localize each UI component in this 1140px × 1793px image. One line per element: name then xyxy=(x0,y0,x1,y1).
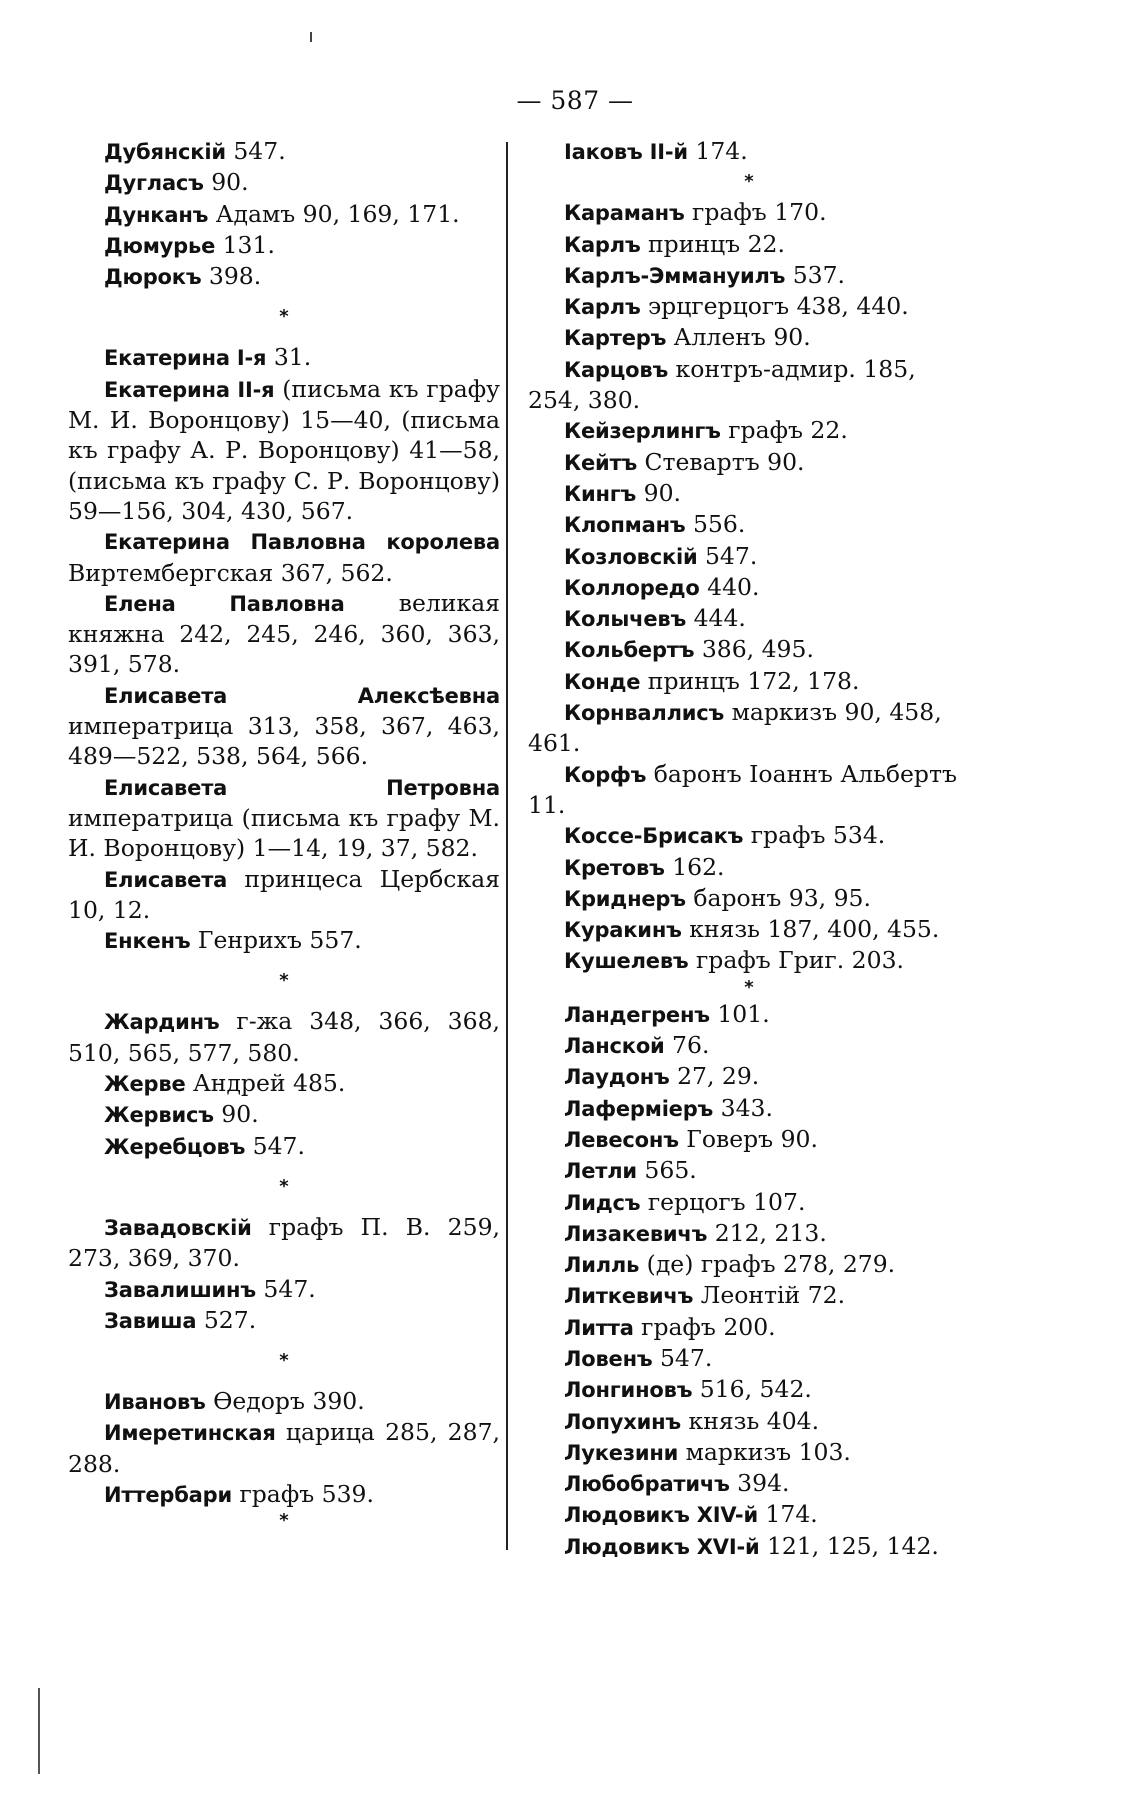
entry-references: императрица (письма къ графу М. И. Воронцову) 1—14, 19, 37, 582. xyxy=(68,803,500,863)
entry-name: Карлъ xyxy=(564,232,641,257)
entry-name: Дубянскій xyxy=(104,140,226,164)
entry-references: 547. xyxy=(245,1131,305,1160)
entry-name: Завиша xyxy=(104,1308,197,1333)
entry-name: Елена Павловна xyxy=(104,591,345,616)
entry-references: 162. xyxy=(664,852,725,881)
entry-name: Людовикъ XIV-й xyxy=(564,1503,758,1528)
entry-references: 343. xyxy=(713,1093,773,1122)
entry-name: Конде xyxy=(564,669,641,694)
entry-name: Карлъ-Эммануилъ xyxy=(564,263,786,288)
entry-name: Корфъ xyxy=(564,762,647,787)
index-entry xyxy=(528,999,970,1030)
entry-references: 547. xyxy=(255,1274,316,1303)
entry-name: Дюмурье xyxy=(104,233,216,258)
entry-name: Иттербари xyxy=(104,1482,232,1507)
entry-references: графъ 22. xyxy=(720,416,848,445)
entry-references: 547. xyxy=(652,1343,713,1372)
index-entry xyxy=(68,1417,500,1479)
entry-references: 440. xyxy=(699,572,760,601)
index-entry xyxy=(528,447,970,478)
index-entry xyxy=(68,1305,500,1336)
entry-name: Лаудонъ xyxy=(564,1065,670,1090)
index-entry xyxy=(528,820,970,851)
entry-references: князь 404. xyxy=(681,1406,820,1435)
entry-references: 527. xyxy=(196,1305,257,1334)
index-entry xyxy=(528,541,970,572)
entry-references: 556. xyxy=(685,510,746,539)
index-entry xyxy=(528,291,970,322)
right-index-column xyxy=(528,136,970,1562)
entry-references: принцеса Цербская 10, 12. xyxy=(68,864,500,924)
entry-name: Лидсъ xyxy=(564,1190,641,1215)
entry-name: Ивановъ xyxy=(104,1390,206,1415)
entry-references: 444. xyxy=(686,604,746,633)
index-entry xyxy=(528,1468,970,1499)
entry-references: контръ-адмир. 185, 254, 380. xyxy=(528,354,916,415)
entry-name: Іаковъ ІІ-й xyxy=(564,140,688,164)
entry-name: Кушелевъ xyxy=(564,949,689,974)
entry-name: Куракинъ xyxy=(564,918,682,943)
index-entry xyxy=(68,1479,500,1510)
entry-references: графъ Григ. 203. xyxy=(688,946,904,975)
entry-name: Екатерина ІІ-я xyxy=(104,377,275,402)
entry-name: Караманъ xyxy=(564,201,685,226)
entry-references: графъ 200. xyxy=(633,1312,776,1341)
index-entry xyxy=(528,1312,970,1343)
section-separator: * xyxy=(279,1175,289,1197)
entry-name: Левесонъ xyxy=(564,1127,679,1152)
entry-references: 174. xyxy=(757,1500,818,1529)
entry-references: (де) графъ 278, 279. xyxy=(639,1250,896,1279)
entry-name: Лукезини xyxy=(564,1440,679,1465)
index-entry xyxy=(528,415,970,446)
left-index-column xyxy=(68,136,500,1532)
entry-name: Жервисъ xyxy=(104,1103,214,1128)
entry-name: Кейзерлингъ xyxy=(564,419,721,444)
index-entry xyxy=(528,260,970,291)
entry-name: Имеретинская xyxy=(104,1421,276,1446)
entry-references: царица 285, 287, 288. xyxy=(68,1418,500,1478)
entry-references: императрица 313, 358, 367, 463, 489—522, 538, 564, 566. xyxy=(68,712,500,771)
entry-name: Дюрокъ xyxy=(104,265,202,290)
index-entry xyxy=(528,759,970,821)
entry-references: 101. xyxy=(709,999,770,1028)
entry-name: Кретовъ xyxy=(564,855,665,880)
index-entry xyxy=(68,588,500,680)
entry-name: Козловскій xyxy=(564,544,698,569)
entry-references: Андрей 485. xyxy=(185,1069,346,1098)
entry-name: Елисавета xyxy=(104,867,228,892)
index-entry xyxy=(528,1124,970,1155)
entry-name: Карлъ xyxy=(564,295,641,320)
entry-references: 90. xyxy=(636,478,681,507)
entry-references: Леонтій 72. xyxy=(693,1281,846,1310)
entry-name: Дунканъ xyxy=(104,202,209,227)
entry-name: Енкенъ xyxy=(104,929,191,954)
entry-name: Жеребцовъ xyxy=(104,1134,246,1159)
index-entry xyxy=(528,883,970,914)
entry-name: Ландегренъ xyxy=(564,1002,710,1027)
index-entry xyxy=(528,354,970,416)
index-entry xyxy=(68,864,500,926)
entry-references: 386, 495. xyxy=(694,635,814,664)
entry-references: 131. xyxy=(215,230,275,259)
entry-references: князь 187, 400, 455. xyxy=(681,915,940,944)
entry-name: Людовикъ XVI-й xyxy=(564,1534,760,1559)
index-entry xyxy=(68,167,500,198)
index-entry xyxy=(528,1249,970,1280)
entry-name: Елисавета Алексѣевна xyxy=(104,683,500,708)
entry-name: Коссе-Брисакъ xyxy=(564,824,744,849)
entry-references: Виртембергская 367, 562. xyxy=(68,558,393,587)
entry-name: Жардинъ xyxy=(104,1010,220,1035)
entry-name: Кингъ xyxy=(564,481,637,506)
entry-name: Корнваллисъ xyxy=(564,701,725,726)
index-entry xyxy=(528,1499,970,1530)
entry-references: 90. xyxy=(213,1100,259,1129)
index-entry xyxy=(68,1274,500,1305)
index-entry xyxy=(528,1093,970,1124)
entry-references: графъ 534. xyxy=(743,821,886,850)
entry-references: баронъ 93, 95. xyxy=(685,883,871,912)
entry-name: Елисавета Петровна xyxy=(104,775,500,800)
index-entry xyxy=(68,680,500,772)
entry-references: 537. xyxy=(785,260,846,289)
column-divider xyxy=(506,142,508,1550)
entry-name: Кейтъ xyxy=(564,450,638,475)
index-entry xyxy=(68,1068,500,1099)
entry-name: Литкевичъ xyxy=(564,1284,694,1309)
entry-name: Ловенъ xyxy=(564,1346,653,1371)
entry-name: Колычевъ xyxy=(564,607,687,632)
entry-references: графъ 539. xyxy=(231,1479,374,1508)
entry-name: Лилль xyxy=(564,1253,640,1278)
index-entry xyxy=(528,572,970,603)
entry-references: 31. xyxy=(266,343,312,372)
index-entry xyxy=(68,230,500,261)
entry-name: Ланской xyxy=(564,1034,665,1059)
entry-name: Лопухинъ xyxy=(564,1409,682,1434)
entry-name: Клопманъ xyxy=(564,513,686,538)
entry-name: Литта xyxy=(564,1315,634,1340)
entry-references: 121, 125, 142. xyxy=(759,1531,939,1560)
entry-references: 174. xyxy=(687,137,748,165)
entry-name: Кольбертъ xyxy=(564,638,695,663)
section-separator: * xyxy=(744,976,754,998)
entry-references: Говеръ 90. xyxy=(678,1124,818,1153)
entry-references: Алленъ 90. xyxy=(666,323,811,352)
entry-name: Дугласъ xyxy=(104,171,204,196)
index-entry xyxy=(528,666,970,697)
entry-name: Лаферміеръ xyxy=(564,1096,714,1121)
entry-name: Коллоредо xyxy=(564,575,700,600)
index-entry xyxy=(68,261,500,292)
entry-references: Стевартъ 90. xyxy=(637,447,805,476)
section-separator: * xyxy=(279,970,289,992)
entry-name: Завадовскій xyxy=(104,1215,252,1240)
index-entry xyxy=(528,197,970,228)
index-entry xyxy=(528,634,970,665)
entry-references: маркизъ 103. xyxy=(678,1437,851,1466)
entry-references: 394. xyxy=(729,1469,790,1498)
section-separator: * xyxy=(279,1350,289,1372)
index-entry xyxy=(68,1131,500,1162)
index-entry xyxy=(68,526,500,588)
entry-references: 398. xyxy=(201,262,262,291)
entry-references: баронъ Іоаннъ Альбертъ 11. xyxy=(528,759,957,819)
index-entry xyxy=(528,322,970,353)
index-entry xyxy=(528,697,970,759)
index-entry xyxy=(68,1006,500,1068)
entry-references: 547. xyxy=(697,541,758,570)
index-entry xyxy=(528,478,970,509)
entry-name: Лонгиновъ xyxy=(564,1378,693,1403)
index-entry xyxy=(528,136,970,167)
entry-references: графъ 170. xyxy=(684,198,827,227)
index-entry xyxy=(528,1155,970,1186)
entry-references: 547. xyxy=(225,137,286,165)
index-entry xyxy=(68,1212,500,1274)
entry-name: Летли xyxy=(564,1159,637,1184)
entry-name: Жерве xyxy=(104,1072,186,1097)
entry-references: герцогъ 107. xyxy=(640,1187,806,1216)
entry-name: Завалишинъ xyxy=(104,1277,256,1302)
entry-name: Екатерина Павловна королева xyxy=(104,530,500,555)
index-entry xyxy=(528,852,970,883)
entry-references: (письма къ графу М. И. Воронцову) 15—40, (письма къ графу А. Р. Воронцову) 41—58, (письма къ графу С. Р. Воронцову) 59—156, 304, 430, 567. xyxy=(68,374,501,525)
index-entry xyxy=(68,374,500,526)
entry-references: Адамъ 90, 169, 171. xyxy=(208,199,460,228)
index-entry xyxy=(68,136,500,167)
index-entry xyxy=(528,1061,970,1092)
index-entry xyxy=(528,1406,970,1437)
index-entry xyxy=(528,1218,970,1249)
entry-references: графъ П. В. 259, 273, 369, 370. xyxy=(68,1212,500,1273)
section-separator: * xyxy=(279,1510,289,1532)
index-entry xyxy=(68,199,500,230)
index-entry xyxy=(68,342,500,373)
entry-references: 212, 213. xyxy=(707,1218,827,1247)
scan-tick-mark xyxy=(310,32,312,42)
entry-references: маркизъ 90, 458, 461. xyxy=(528,698,942,758)
index-entry xyxy=(528,1280,970,1311)
index-entry xyxy=(528,1343,970,1374)
entry-name: Любобратичъ xyxy=(564,1472,730,1497)
entry-references: 565. xyxy=(636,1156,697,1185)
entry-name: Лизакевичъ xyxy=(564,1221,708,1246)
section-separator: * xyxy=(279,306,289,328)
index-entry xyxy=(528,945,970,976)
entry-references: 90. xyxy=(203,168,249,197)
index-entry xyxy=(528,1187,970,1218)
entry-references: 27, 29. xyxy=(669,1062,760,1091)
index-entry xyxy=(68,925,500,956)
entry-references: принцъ 22. xyxy=(640,229,785,258)
index-entry xyxy=(68,1099,500,1130)
index-entry xyxy=(528,1531,970,1562)
entry-name: Екатерина І-я xyxy=(104,346,267,371)
margin-mark xyxy=(38,1688,40,1774)
entry-references: великая княжна 242, 245, 246, 360, 363, 391, 578. xyxy=(68,588,500,679)
index-entry xyxy=(528,1030,970,1061)
index-entry xyxy=(528,1374,970,1405)
index-entry xyxy=(528,229,970,260)
entry-name: Карцовъ xyxy=(564,357,669,382)
entry-references: эрцгерцогъ 438, 440. xyxy=(640,292,909,321)
index-entry xyxy=(68,772,500,864)
index-entry xyxy=(528,1437,970,1468)
entry-references: Ѳедоръ 390. xyxy=(205,1387,365,1416)
section-separator: * xyxy=(744,171,754,193)
page-number: — 587 — xyxy=(516,86,634,115)
entry-references: принцъ 172, 178. xyxy=(640,666,860,695)
index-entry xyxy=(528,509,970,540)
entry-name: Картеръ xyxy=(564,326,667,351)
entry-references: Генрихъ 557. xyxy=(190,926,362,955)
entry-references: г-жа 348, 366, 368, 510, 565, 577, 580. xyxy=(68,1007,500,1067)
entry-name: Криднеръ xyxy=(564,886,686,911)
index-entry xyxy=(528,914,970,945)
entry-references: 516, 542. xyxy=(692,1375,812,1404)
entry-references: 76. xyxy=(664,1031,710,1060)
index-entry xyxy=(68,1386,500,1417)
index-entry xyxy=(528,603,970,634)
